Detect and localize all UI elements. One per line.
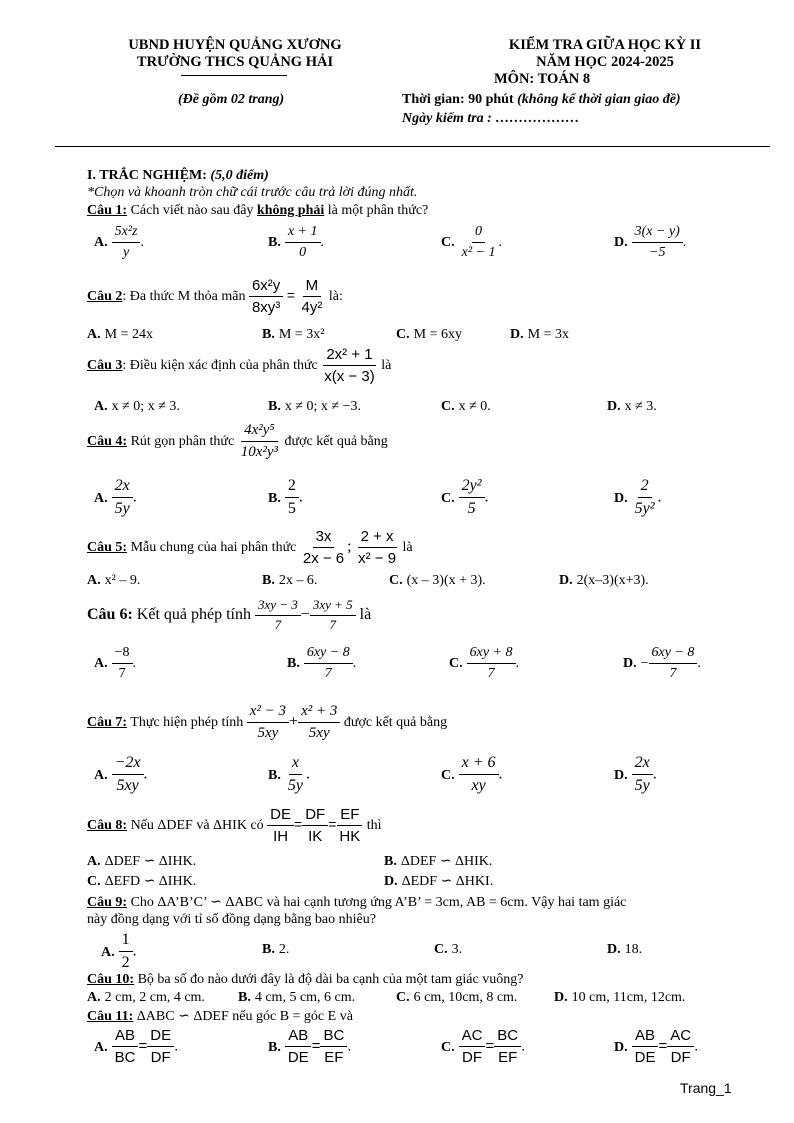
q8-option-c[interactable]: C. ΔEFD ∽ ΔIHK. <box>87 874 197 889</box>
q2-option-a[interactable]: A. M = 24x <box>87 327 153 342</box>
question-2: Câu 2: Đa thức M thỏa mãn $\frac{\text{6x²y}}{\text{8xy³}}$ = $\frac{M}{\text{4y²}}$ là: <box>87 277 343 317</box>
q8-option-a[interactable]: A. ΔDEF ∽ ΔIHK. <box>87 854 197 869</box>
q11-option-d[interactable]: D. $\frac{AB}{DE}$ = $\frac{AC}{DF}$ . <box>614 1027 699 1067</box>
q11-option-a[interactable]: A. $\frac{AB}{BC}$ = $\frac{DE}{DF}$ . <box>94 1027 179 1067</box>
q2-option-b[interactable]: B. M = 3x² <box>262 327 325 342</box>
question-11: Câu 11: ΔABC ∽ ΔDEF nếu góc B = góc E và <box>87 1009 353 1024</box>
question-label: Câu 1: <box>87 203 128 218</box>
q8-option-b[interactable]: B. ΔDEF ∽ ΔHIK. <box>384 854 493 869</box>
q4-option-b[interactable]: B. $\frac{2}{5}$ . <box>268 477 303 518</box>
district-name: UBND HUYỆN QUẢNG XƯƠNG <box>128 37 342 53</box>
header-divider <box>55 146 770 147</box>
q10-option-d[interactable]: D. 10 cm, 11cm, 12cm. <box>554 990 686 1005</box>
q5-option-b[interactable]: B. 2x – 6. <box>262 573 318 588</box>
question-4: Câu 4: Rút gọn phân thức $\frac{\text{4x²y⁵}}{\text{10x²y³}}$ được kết quả bằng <box>87 422 388 461</box>
q9-option-c[interactable]: C. 3. <box>434 942 463 957</box>
q3-option-d[interactable]: D. x ≠ 3. <box>607 399 657 414</box>
q1-option-a[interactable]: A. $\frac{\text{5x²z}}{y}$ . <box>94 224 144 261</box>
q1-option-b[interactable]: B. $\frac{x + 1}{0}$ . <box>268 224 325 261</box>
q6-option-b[interactable]: B. $\frac{6xy - 8}{7}$ . <box>287 645 357 682</box>
q2-option-c[interactable]: C. M = 6xy <box>396 327 462 342</box>
q8-option-d[interactable]: D. ΔEDF ∽ ΔHKI. <box>384 874 494 889</box>
q6-option-d[interactable]: D. − $\frac{6xy - 8}{7}$ . <box>623 645 701 682</box>
q1-option-c[interactable]: C. $\frac{0}{\text{x² − 1}}$ . <box>441 224 502 261</box>
q10-option-a[interactable]: A. 2 cm, 2 cm, 4 cm. <box>87 990 205 1005</box>
q10-option-b[interactable]: B. 4 cm, 5 cm, 6 cm. <box>238 990 356 1005</box>
q2-option-d[interactable]: D. M = 3x <box>510 327 569 342</box>
question-3: Câu 3: Điều kiện xác định của phân thức $\frac{\text{2x² + 1}}{x(x - 3)}$ là <box>87 346 392 386</box>
question-10: Câu 10: Bộ ba số đo nào dưới đây là độ dài ba cạnh của một tam giác vuông? <box>87 972 524 987</box>
question-7: Câu 7: Thực hiện phép tính $\frac{\text{x² − 3}}{5xy}$ + $\frac{\text{x² + 3}}{5xy}$ được kết quả bằng <box>87 703 448 742</box>
question-5: Câu 5: Mẫu chung của hai phân thức $\frac{3x}{2x - 6}$ ; $\frac{2 + x}{\text{x² − 9}}$ là <box>87 528 413 568</box>
q11-option-c[interactable]: C. $\frac{AC}{DF}$ = $\frac{BC}{EF}$ . <box>441 1027 526 1067</box>
question-9-line2: này đồng dạng với tỉ số đồng dạng bằng bao nhiêu? <box>87 912 376 927</box>
q3-option-b[interactable]: B. x ≠ 0; x ≠ −3. <box>268 399 361 414</box>
q3-option-c[interactable]: C. x ≠ 0. <box>441 399 491 414</box>
exam-title: KIỂM TRA GIỮA HỌC KỲ II <box>508 37 702 53</box>
q3-option-a[interactable]: A. x ≠ 0; x ≠ 3. <box>94 399 180 414</box>
question-1: Câu 1: Cách viết nào sau đây không phải là một phân thức? <box>87 203 429 218</box>
school-underline <box>181 75 287 76</box>
q9-option-a[interactable]: A. $\frac{1}{2}$ . <box>101 931 137 972</box>
q7-option-c[interactable]: C. $\frac{x + 6}{xy}$ . <box>441 754 503 795</box>
section-instruction: *Chọn và khoanh tròn chữ cái trước câu trả lời đúng nhất. <box>87 185 418 200</box>
q9-option-b[interactable]: B. 2. <box>262 942 290 957</box>
q7-option-a[interactable]: A. $\frac{-2x}{5xy}$ . <box>94 754 148 795</box>
time-line <box>402 92 681 108</box>
time-note: (không kể thời gian giao đề) <box>517 92 681 107</box>
time-label: Thời gian: 90 phút <box>402 92 514 107</box>
q1-option-d[interactable]: D. $\frac{3(x - y)}{-5}$ . <box>614 224 687 261</box>
q4-option-a[interactable]: A. $\frac{2x}{5y}$ . <box>94 477 137 518</box>
q6-option-c[interactable]: C. $\frac{6xy + 8}{7}$ . <box>449 645 519 682</box>
school-year: NĂM HỌC 2024-2025 <box>536 54 674 70</box>
q6-option-a[interactable]: A. $\frac{-8}{7}$ . <box>94 645 137 682</box>
q5-option-c[interactable]: C. (x – 3)(x + 3). <box>389 573 486 588</box>
q11-option-b[interactable]: B. $\frac{AB}{DE}$ = $\frac{BC}{EF}$ . <box>268 1027 352 1067</box>
page-count-note: (Đề gồm 02 trang) <box>178 92 285 107</box>
q9-option-d[interactable]: D. 18. <box>607 942 643 957</box>
q4-option-c[interactable]: C. $\frac{\text{2y²}}{5}$ . <box>441 477 489 518</box>
question-8: Câu 8: Nếu ΔDEF và ΔHIK có $\frac{DE}{IH}$ = $\frac{DF}{IK}$ = $\frac{EF}{HK}$ thì <box>87 806 382 846</box>
exam-date: Ngày kiểm tra : ……………… <box>402 111 580 126</box>
question-6: Câu 6: Kết quả phép tính $\frac{3xy - 3}{7}$ − $\frac{3xy + 5}{7}$ là <box>87 597 372 632</box>
q5-option-d[interactable]: D. 2(x–3)(x+3). <box>559 573 649 588</box>
q5-option-a[interactable]: A. x² – 9. <box>87 573 141 588</box>
q7-option-d[interactable]: D. $\frac{2x}{5y}$ . <box>614 754 657 795</box>
subject: MÔN: TOÁN 8 <box>494 71 591 87</box>
q10-option-c[interactable]: C. 6 cm, 10cm, 8 cm. <box>396 990 518 1005</box>
question-9: Câu 9: Cho ΔA’B’C’ ∽ ΔABC và hai cạnh tương ứng A’B’ = 3cm, AB = 6cm. Vậy hai tam giác <box>87 895 627 910</box>
page-number: Trang_1 <box>680 1080 732 1096</box>
emphasis-not: không phải <box>256 203 325 218</box>
q7-option-b[interactable]: B. $\frac{x}{5y}$ . <box>268 754 310 795</box>
q4-option-d[interactable]: D. $\frac{2}{\text{5y²}}$ . <box>614 477 662 518</box>
school-name: TRƯỜNG THCS QUẢNG HẢI <box>136 54 334 70</box>
section-title: I. TRẮC NGHIỆM: (5,0 điểm) <box>87 168 269 183</box>
